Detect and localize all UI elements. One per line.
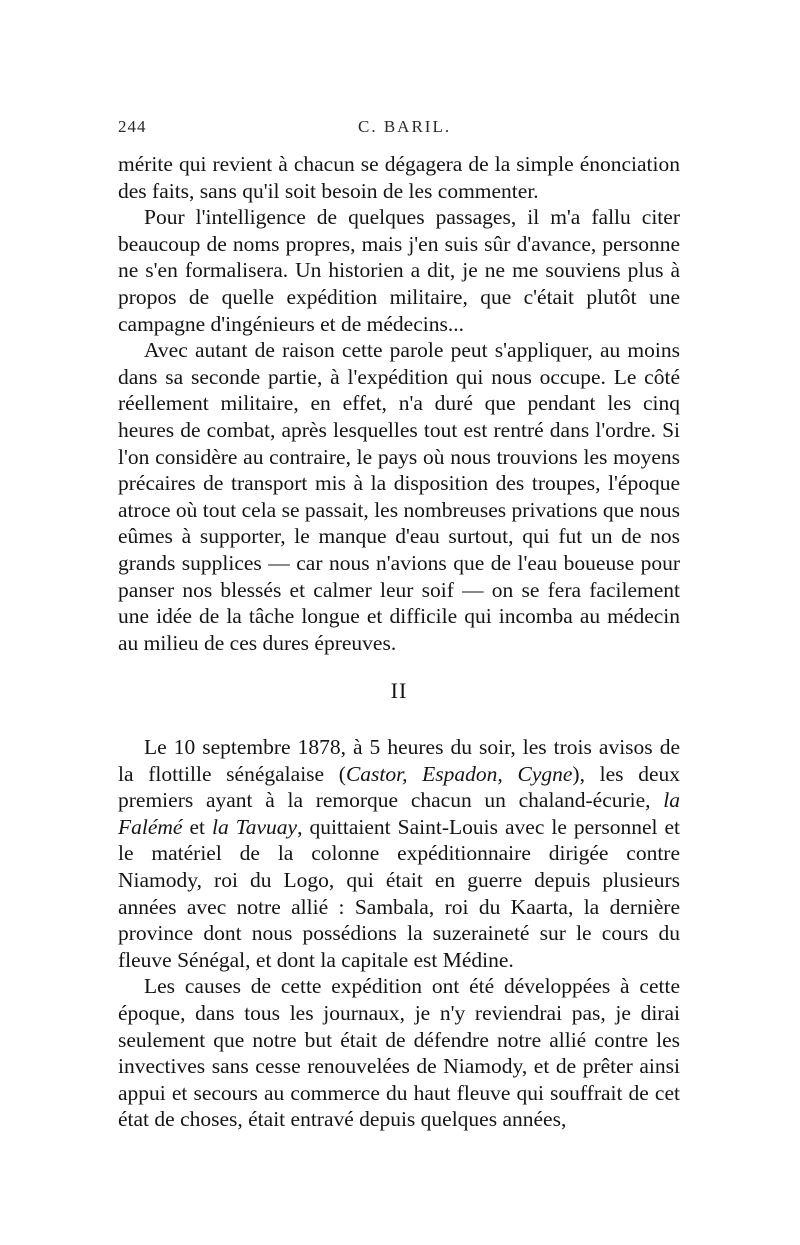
paragraph-departure <box>118 734 680 973</box>
running-head <box>118 117 680 139</box>
paragraph-causes: Les causes de cette expédition ont été développées à cette époque, dans tous les journaux, je n'y reviendrai pas, je dirai seulement que notre but était de défendre notre allié contre les invectives sans cesse renouvelées de Niamody, et de prêter ainsi appui et secours au commerce du haut fleuve qui souffrait de cet état de choses, était entravé depuis quelques années, <box>118 974 680 1132</box>
departure-text-c: et <box>182 814 212 839</box>
boat-name-tavuay: la Tavuay <box>212 814 298 839</box>
boat-name-faleme: la Falémé <box>118 788 680 839</box>
paragraph-proper-names: Pour l'intelligence de quelques passages, il m'a fallu citer beaucoup de noms propres, mais j'en suis sûr d'avance, personne ne s'en formalisera. Un historien a dit, je ne me souviens plus à propos de quelle expédition militaire, que c'était plutôt une campagne d'ingénieurs et de médecins... <box>118 205 680 336</box>
paragraph-continued: mérite qui revient à chacun se dégagera de la simple énonciation des faits, sans qu'il soit besoin de les commenter. <box>118 152 680 203</box>
page-number: 244 <box>118 117 147 136</box>
running-head-author: C. BARIL. <box>358 117 452 136</box>
departure-text-b: ), les deux premiers ayant à la remorque chacun un chaland-écurie, <box>118 761 680 813</box>
departure-text-a: Le 10 septembre 1878, à 5 heures du soir, les trois avisos de la flottille sénégalaise ( <box>118 735 680 786</box>
section-heading: II <box>390 678 408 703</box>
section-two-text <box>118 734 680 1133</box>
section-one-text <box>118 151 680 656</box>
paragraph-medical-hardships: Avec autant de raison cette parole peut s'appliquer, au moins dans sa seconde partie, à l'expédition qui nous occupe. Le côté réellement militaire, en effet, n'a duré que pendant les cinq heures de combat, après lesquelles tout est rentré dans l'ordre. Si l'on considère au contraire, le pays où nous trouvions les moyens précaires de transport mis à la disposition des troupes, l'époque atroce où tout cela se passait, les nombreuses privations que nous eûmes à supporter, le manque d'eau surtout, qui fut un de nos grands supplices — car nous n'avions que de l'eau boueuse pour panser nos blessés et calmer leur soif — on se fera facilement une idée de la tâche longue et difficile qui incomba au médecin au milieu de ces dures épreuves. <box>118 338 680 655</box>
ship-names: Castor, Espadon, Cygne <box>345 761 573 786</box>
departure-text-d: , quittaient Saint-Louis avec le personnel et le matériel de la colonne expéditionnaire dirigée contre Niamody, roi du Logo, qui était en guerre depuis plusieurs années avec notre allié : Sambala, roi du Kaarta, la dernière province dont nous possédions la suzeraineté sur le cours du fleuve Sénégal, et dont la capitale est Médine. <box>118 814 680 972</box>
